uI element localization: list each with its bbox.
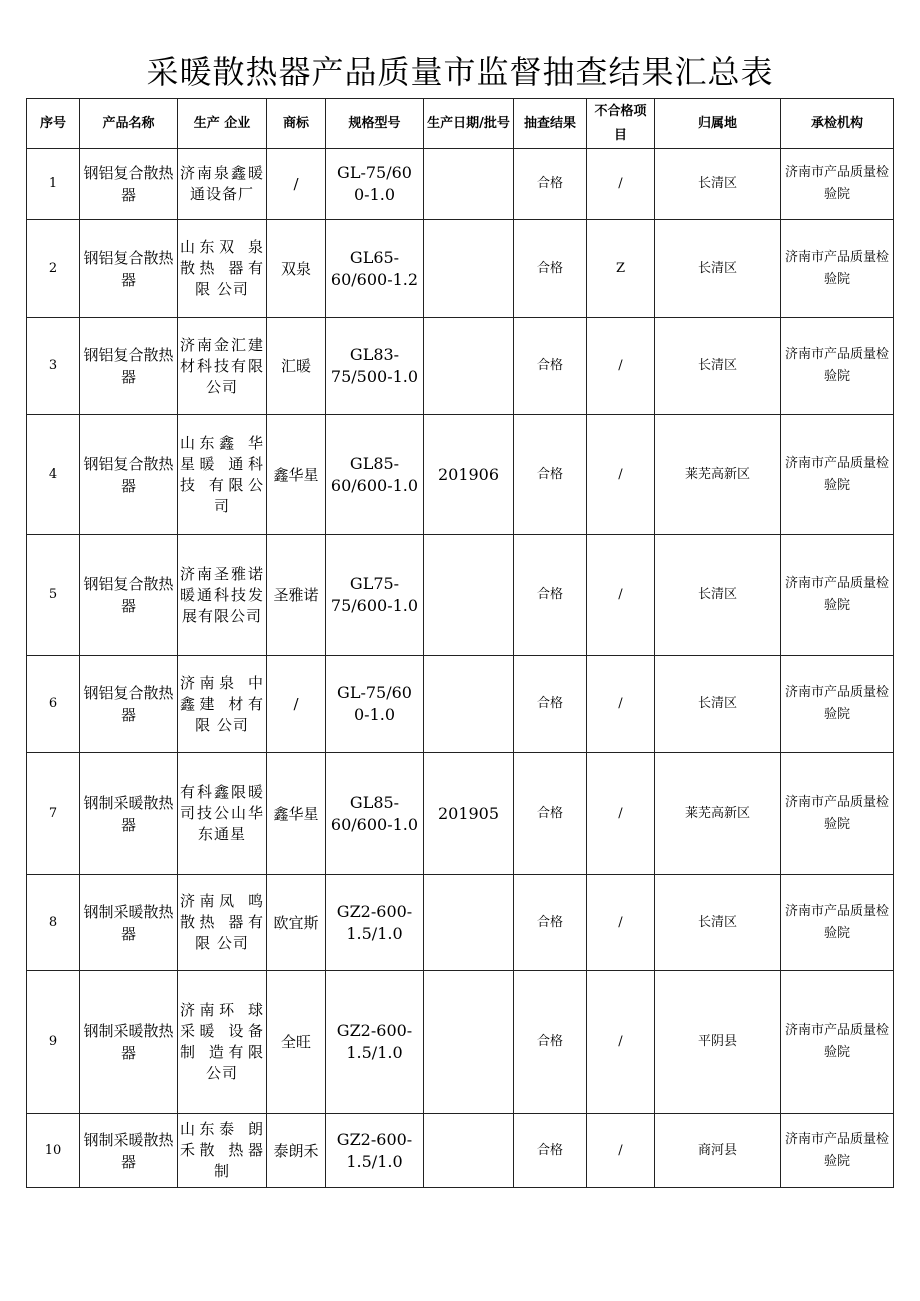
header-brand: 商标 [267, 99, 326, 149]
cell-product: 钢制采暖散热器 [80, 875, 178, 971]
cell-company: 济南泉 中鑫建 材有限 公司 [178, 656, 267, 753]
cell-seq: 9 [27, 971, 80, 1114]
cell-brand: 双泉 [267, 220, 326, 318]
cell-inspector: 济南市产品质量检验院 [781, 318, 894, 415]
cell-product: 钢铝复合散热器 [80, 318, 178, 415]
cell-inspector: 济南市产品质量检验院 [781, 875, 894, 971]
cell-result: 合格 [514, 318, 587, 415]
cell-inspector: 济南市产品质量检验院 [781, 753, 894, 875]
cell-date [424, 318, 514, 415]
cell-failed: Z [587, 220, 655, 318]
table-row [27, 753, 894, 875]
cell-company: 山东鑫 华星暖 通科技 有限公司 [178, 415, 267, 535]
cell-product: 钢制采暖散热器 [80, 753, 178, 875]
table-row [27, 875, 894, 971]
cell-date [424, 149, 514, 220]
cell-seq: 2 [27, 220, 80, 318]
cell-result: 合格 [514, 535, 587, 656]
cell-seq: 5 [27, 535, 80, 656]
cell-seq: 4 [27, 415, 80, 535]
cell-spec: GZ2-600-1.5/1.0 [326, 971, 424, 1114]
cell-company: 济南环 球采暖 设备制 造有限 公司 [178, 971, 267, 1114]
cell-spec: GL85-60/600-1.0 [326, 753, 424, 875]
cell-company: 济南金汇建材科技有限公司 [178, 318, 267, 415]
header-seq: 序号 [27, 99, 80, 149]
cell-date [424, 656, 514, 753]
cell-company: 山东泰 朗禾散 热器制 [178, 1114, 267, 1188]
cell-result: 合格 [514, 149, 587, 220]
header-product: 产品名称 [80, 99, 178, 149]
cell-product: 钢铝复合散热器 [80, 656, 178, 753]
cell-spec: GL75-75/600-1.0 [326, 535, 424, 656]
cell-seq: 10 [27, 1114, 80, 1188]
cell-failed: / [587, 1114, 655, 1188]
header-region: 归属地 [655, 99, 781, 149]
cell-failed: / [587, 971, 655, 1114]
cell-region: 长清区 [655, 656, 781, 753]
cell-seq: 3 [27, 318, 80, 415]
cell-date [424, 220, 514, 318]
header-date: 生产日期/批号 [424, 99, 514, 149]
cell-result: 合格 [514, 656, 587, 753]
cell-result: 合格 [514, 875, 587, 971]
cell-date [424, 535, 514, 656]
cell-inspector: 济南市产品质量检验院 [781, 220, 894, 318]
cell-spec: GZ2-600-1.5/1.0 [326, 875, 424, 971]
cell-brand: 全旺 [267, 971, 326, 1114]
cell-company: 山东双 泉散热 器有限 公司 [178, 220, 267, 318]
cell-failed: / [587, 318, 655, 415]
cell-result: 合格 [514, 415, 587, 535]
cell-brand: 圣雅诺 [267, 535, 326, 656]
cell-spec: GL83-75/500-1.0 [326, 318, 424, 415]
results-table [26, 98, 894, 1188]
cell-product: 钢铝复合散热器 [80, 535, 178, 656]
cell-seq: 6 [27, 656, 80, 753]
table-row [27, 415, 894, 535]
cell-region: 长清区 [655, 149, 781, 220]
cell-product: 钢铝复合散热器 [80, 149, 178, 220]
cell-region: 莱芜高新区 [655, 415, 781, 535]
table-row [27, 318, 894, 415]
cell-date [424, 875, 514, 971]
cell-failed: / [587, 753, 655, 875]
table-row [27, 535, 894, 656]
table-row [27, 1114, 894, 1188]
cell-region: 长清区 [655, 535, 781, 656]
cell-spec: GZ2-600-1.5/1.0 [326, 1114, 424, 1188]
table-row [27, 656, 894, 753]
cell-company: 济南凤 鸣散热 器有限 公司 [178, 875, 267, 971]
cell-spec: GL85-60/600-1.0 [326, 415, 424, 535]
cell-region: 长清区 [655, 318, 781, 415]
cell-failed: / [587, 535, 655, 656]
table-row [27, 149, 894, 220]
cell-inspector: 济南市产品质量检验院 [781, 535, 894, 656]
cell-inspector: 济南市产品质量检验院 [781, 149, 894, 220]
cell-date: 201905 [424, 753, 514, 875]
page-title: 采暖散热器产品质量市监督抽查结果汇总表 [146, 53, 774, 91]
cell-inspector: 济南市产品质量检验院 [781, 415, 894, 535]
cell-result: 合格 [514, 753, 587, 875]
cell-spec: GL65-60/600-1.2 [326, 220, 424, 318]
cell-region: 长清区 [655, 220, 781, 318]
header-company: 生产 企业 [178, 99, 267, 149]
cell-inspector: 济南市产品质量检验院 [781, 971, 894, 1114]
cell-brand: 泰朗禾 [267, 1114, 326, 1188]
cell-result: 合格 [514, 971, 587, 1114]
cell-seq: 7 [27, 753, 80, 875]
cell-date [424, 1114, 514, 1188]
cell-failed: / [587, 415, 655, 535]
cell-company: 济南圣雅诺暖通科技发展有限公司 [178, 535, 267, 656]
cell-result: 合格 [514, 220, 587, 318]
header-row [27, 99, 894, 149]
cell-company: 济南泉鑫暖通设备厂 [178, 149, 267, 220]
cell-inspector: 济南市产品质量检验院 [781, 656, 894, 753]
cell-seq: 8 [27, 875, 80, 971]
cell-product: 钢铝复合散热器 [80, 220, 178, 318]
header-inspector: 承检机构 [781, 99, 894, 149]
cell-result: 合格 [514, 1114, 587, 1188]
cell-failed: / [587, 875, 655, 971]
cell-date [424, 971, 514, 1114]
cell-seq: 1 [27, 149, 80, 220]
table-row [27, 220, 894, 318]
cell-brand: 鑫华星 [267, 753, 326, 875]
cell-spec: GL-75/60 0-1.0 [326, 656, 424, 753]
cell-product: 钢制采暖散热器 [80, 1114, 178, 1188]
cell-region: 商河县 [655, 1114, 781, 1188]
cell-failed: / [587, 149, 655, 220]
header-failed: 不合格项目 [587, 99, 655, 149]
header-result: 抽查结果 [514, 99, 587, 149]
cell-spec: GL-75/60 0-1.0 [326, 149, 424, 220]
cell-date: 201906 [424, 415, 514, 535]
cell-failed: / [587, 656, 655, 753]
cell-product: 钢铝复合散热器 [80, 415, 178, 535]
cell-region: 莱芜高新区 [655, 753, 781, 875]
cell-brand: 汇暖 [267, 318, 326, 415]
cell-inspector: 济南市产品质量检验院 [781, 1114, 894, 1188]
cell-brand: / [267, 656, 326, 753]
cell-brand: / [267, 149, 326, 220]
table-row [27, 971, 894, 1114]
table-body [27, 149, 894, 1188]
cell-brand: 欧宜斯 [267, 875, 326, 971]
cell-brand: 鑫华星 [267, 415, 326, 535]
cell-region: 长清区 [655, 875, 781, 971]
header-spec: 规格型号 [326, 99, 424, 149]
cell-product: 钢制采暖散热器 [80, 971, 178, 1114]
cell-region: 平阴县 [655, 971, 781, 1114]
cell-company: 有科鑫限暖司技公山华东通星 [178, 753, 267, 875]
